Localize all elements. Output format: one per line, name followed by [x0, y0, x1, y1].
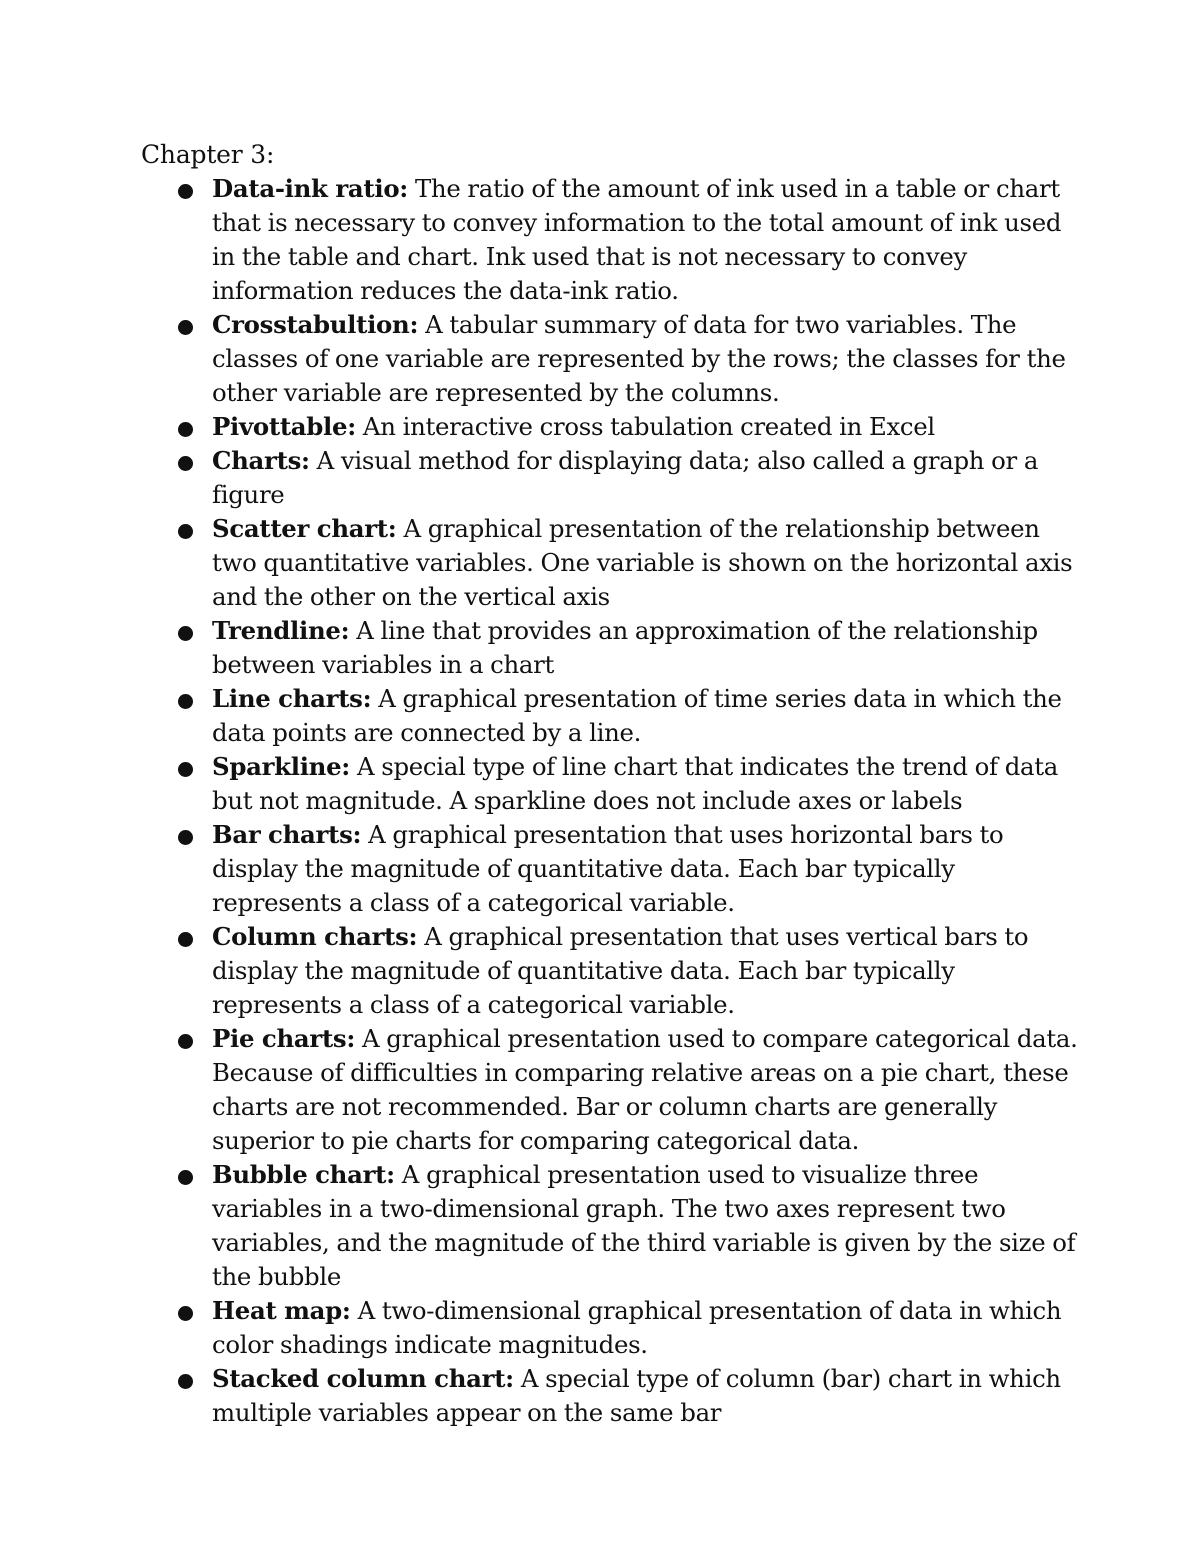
bullet-icon	[178, 1034, 193, 1049]
bullet-icon	[178, 320, 193, 335]
bullet-icon	[178, 184, 193, 199]
chapter-heading: Chapter 3:	[141, 140, 275, 169]
glossary-definition: A two-dimensional graphical presentation of data in which color shadings indicate magnitudes.	[212, 1296, 1062, 1359]
bullet-icon	[178, 932, 193, 947]
glossary-item	[141, 308, 1081, 410]
glossary-item	[141, 750, 1081, 818]
bullet-icon	[178, 830, 193, 845]
bullet-icon	[178, 694, 193, 709]
glossary-term: Bubble chart:	[212, 1160, 395, 1189]
bullet-icon	[178, 626, 193, 641]
glossary-term: Bar charts:	[212, 820, 362, 849]
glossary-definition: A special type of line chart that indicates the trend of data but not magnitude. A sparkline does not include axes or labels	[212, 752, 1058, 815]
glossary-definition: A graphical presentation used to visualize three variables in a two-dimensional graph. The two axes represent two variables, and the magnitude of the third variable is given by the size of the bubble	[212, 1160, 1076, 1291]
glossary-term: Line charts:	[212, 684, 372, 713]
glossary-definition: The ratio of the amount of ink used in a table or chart that is necessary to convey information to the total amount of ink used in the table and chart. Ink used that is not necessary to convey information reduces the data-ink ratio.	[212, 174, 1062, 305]
glossary-item	[141, 1022, 1081, 1158]
glossary-list	[141, 172, 1081, 1430]
glossary-term: Column charts:	[212, 922, 418, 951]
glossary-item	[141, 1362, 1081, 1430]
glossary-item	[141, 614, 1081, 682]
glossary-item	[141, 1294, 1081, 1362]
glossary-term: Pivottable:	[212, 412, 356, 441]
glossary-term: Stacked column chart:	[212, 1364, 514, 1393]
glossary-definition: A graphical presentation that uses vertical bars to display the magnitude of quantitative data. Each bar typically represents a class of a categorical variable.	[212, 922, 1029, 1019]
bullet-icon	[178, 1306, 193, 1321]
bullet-icon	[178, 1170, 193, 1185]
glossary-term: Data-ink ratio:	[212, 174, 408, 203]
glossary-definition: A special type of column (bar) chart in which multiple variables appear on the same bar	[212, 1364, 1061, 1427]
glossary-item	[141, 818, 1081, 920]
glossary-term: Sparkline:	[212, 752, 351, 781]
glossary-term: Scatter chart:	[212, 514, 397, 543]
glossary-definition: A tabular summary of data for two variables. The classes of one variable are represented by the rows; the classes for the other variable are represented by the columns.	[212, 310, 1066, 407]
bullet-icon	[178, 762, 193, 777]
glossary-definition: A line that provides an approximation of the relationship between variables in a chart	[212, 616, 1038, 679]
glossary-definition: A graphical presentation that uses horizontal bars to display the magnitude of quantitative data. Each bar typically represents a class of a categorical variable.	[212, 820, 1004, 917]
glossary-item	[141, 512, 1081, 614]
glossary-item	[141, 444, 1081, 512]
glossary-item	[141, 1158, 1081, 1294]
glossary-term: Heat map:	[212, 1296, 351, 1325]
bullet-icon	[178, 1374, 193, 1389]
glossary-term: Crosstabultion:	[212, 310, 419, 339]
glossary-definition: A graphical presentation used to compare categorical data. Because of difficulties in comparing relative areas on a pie chart, these charts are not recommended. Bar or column charts are generally superior to pie charts for comparing categorical data.	[212, 1024, 1078, 1155]
glossary-item	[141, 172, 1081, 308]
bullet-icon	[178, 524, 193, 539]
glossary-definition: A visual method for displaying data; also called a graph or a figure	[212, 446, 1039, 509]
document-content	[141, 138, 1081, 1430]
glossary-definition: A graphical presentation of the relationship between two quantitative variables. One variable is shown on the horizontal axis and the other on the vertical axis	[212, 514, 1073, 611]
glossary-term: Trendline:	[212, 616, 350, 645]
glossary-term: Pie charts:	[212, 1024, 356, 1053]
glossary-term: Charts:	[212, 446, 310, 475]
glossary-item	[141, 410, 1081, 444]
glossary-item	[141, 682, 1081, 750]
glossary-definition: An interactive cross tabulation created in Excel	[362, 412, 935, 441]
glossary-definition: A graphical presentation of time series data in which the data points are connected by a line.	[212, 684, 1062, 747]
glossary-item	[141, 920, 1081, 1022]
bullet-icon	[178, 422, 193, 437]
bullet-icon	[178, 456, 193, 471]
